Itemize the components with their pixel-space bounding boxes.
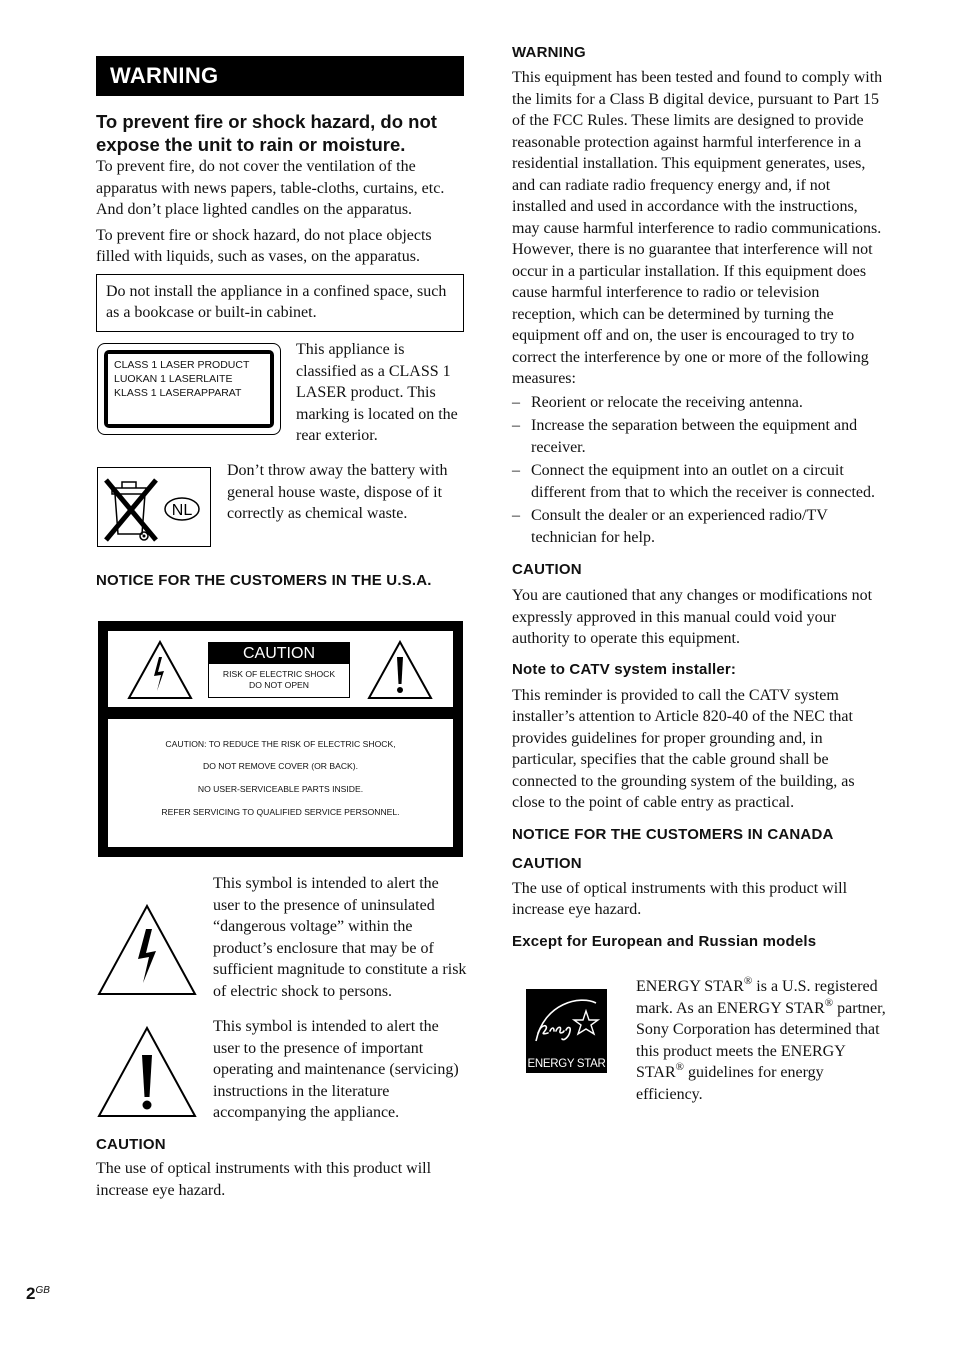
energy-text-part: is a U.S. registered mark. As an ENERGY STAR bbox=[636, 978, 878, 1017]
except-models-heading: Except for European and Russian models bbox=[512, 932, 817, 950]
caution-text: The use of optical instruments with this product will increase eye hazard. bbox=[96, 1160, 432, 1199]
canada-caution-heading: CAUTION bbox=[512, 854, 582, 872]
measures-list bbox=[512, 392, 884, 549]
electric-shock-caution-panel bbox=[98, 621, 463, 857]
list-item: – Consult the dealer or an experienced radio/TV technician for help. bbox=[512, 505, 884, 548]
list-item: – Connect the equipment into an outlet on a circuit different from that to which the receiver is connected. bbox=[512, 460, 884, 503]
battery-disposal-text: Don’t throw away the battery with general house waste, dispose of it correctly as chemical waste. bbox=[227, 462, 448, 522]
catv-heading: Note to CATV system installer: bbox=[512, 660, 737, 678]
caution-heading: CAUTION bbox=[96, 1136, 166, 1153]
laser-label-line: CLASS 1 LASER PRODUCT bbox=[114, 359, 250, 371]
fcc-text: This equipment has been tested and found to comply with the limits for a Class B digital device, pursuant to Part 15 of the FCC Rules. These limits are designed to provide reasonable protection against harmful interference in a residential installation. This equipment generates, uses, and can radiate radio frequency energy and, if not installed and used in accordance with the instructions, may cause harmful interference to radio communications. However, there is no guarantee that interference will not occur in a particular installation. If this equipment does cause harmful interference to radio or television reception, which can be determined by turning the equipment off and on, the user is encouraged to try to correct the interference by one or more of the following measures: bbox=[512, 69, 883, 387]
exclamation-symbol-text: This symbol is intended to alert the user to the presence of important operating and maintenance (servicing) instructions in the literature accompanying the appliance. bbox=[213, 1018, 459, 1121]
energy-star-text bbox=[636, 976, 886, 1105]
laser-product-label bbox=[97, 343, 281, 435]
list-item: – Increase the separation between the equipment and receiver. bbox=[512, 415, 884, 458]
risk-line: DO NOT OPEN bbox=[248, 680, 309, 690]
voltage-symbol-text: This symbol is intended to alert the user to the presence of uninsulated “dangerous voltage” within the product’s enclosure that may be of sufficient magnitude to constitute a risk of electric shock to persons. bbox=[213, 875, 467, 1000]
registered-mark: ® bbox=[824, 996, 834, 1009]
caution-label-box bbox=[208, 642, 350, 698]
caution-panel-line: DO NOT REMOVE COVER (OR BACK). bbox=[202, 761, 359, 771]
right-column bbox=[512, 44, 884, 950]
caution-panel-line: NO USER-SERVICEABLE PARTS INSIDE. bbox=[197, 784, 364, 794]
modifications-caution-text: You are cautioned that any changes or modifications not expressly approved in this manual could void your authority to operate this equipment. bbox=[512, 587, 873, 647]
registered-mark: ® bbox=[743, 975, 753, 987]
lightning-warning-icon bbox=[126, 639, 194, 701]
canada-caution-text: The use of optical instruments with this product will increase eye hazard. bbox=[512, 879, 848, 918]
liquids-paragraph: To prevent fire or shock hazard, do not place objects filled with liquids, such as vases, on the apparatus. bbox=[96, 226, 432, 265]
caution-panel-line: REFER SERVICING TO QUALIFIED SERVICE PERSONNEL. bbox=[161, 807, 400, 817]
registered-mark: ® bbox=[675, 1061, 684, 1073]
caution-word: CAUTION bbox=[209, 643, 349, 664]
laser-label-line: KLASS 1 LASERAPPARAT bbox=[114, 387, 242, 399]
risk-line: RISK OF ELECTRIC SHOCK bbox=[222, 669, 336, 679]
energy-star-logo-label: ENERGY STAR bbox=[527, 1058, 606, 1070]
laser-classification-text: This appliance is classified as a CLASS 1 LASER product. This marking is located on the rear exterior. bbox=[296, 341, 458, 444]
crossed-bin-icon bbox=[98, 468, 210, 546]
catv-text: This reminder is provided to call the CATV system installer’s attention to Article 820-40 of the NEC that provides guidelines for proper grounding and, in particular, specifies that the cable ground shall be connected to the grounding system of the building, as close to the point of cable entry as practical. bbox=[512, 686, 855, 811]
battery-disposal-symbol bbox=[97, 467, 211, 547]
exclamation-warning-icon bbox=[366, 639, 434, 701]
laser-label-line: LUOKAN 1 LASERLAITE bbox=[114, 373, 233, 385]
nl-label: NL bbox=[171, 502, 193, 519]
canada-notice-heading: NOTICE FOR THE CUSTOMERS IN CANADA bbox=[512, 825, 834, 843]
dangerous-voltage-icon bbox=[96, 903, 198, 997]
energy-star-logo bbox=[526, 989, 607, 1073]
page-number bbox=[26, 1284, 50, 1304]
page-number-value: 2 bbox=[26, 1284, 36, 1303]
energy-star-icon bbox=[530, 993, 603, 1053]
confined-space-notice: Do not install the appliance in a confined space, such as a bookcase or built-in cabinet. bbox=[96, 274, 464, 332]
ventilation-paragraph: To prevent fire, do not cover the ventilation of the apparatus with news papers, table-cloths, curtains, etc. And don’t place lighted candles on the apparatus. bbox=[96, 158, 445, 218]
left-column bbox=[96, 56, 464, 332]
warning-heading: WARNING bbox=[96, 56, 464, 96]
important-instructions-icon bbox=[96, 1025, 198, 1119]
energy-text-part: guidelines for energy efficiency. bbox=[636, 1064, 824, 1103]
usa-notice-heading: NOTICE FOR THE CUSTOMERS IN THE U.S.A. bbox=[96, 572, 432, 589]
energy-text-part: partner, Sony Corporation has determined that this product meets the ENERGY STAR bbox=[636, 999, 886, 1081]
hazard-heading: To prevent fire or shock hazard, do not expose the unit to rain or moisture. bbox=[96, 111, 437, 155]
list-item: – Reorient or relocate the receiving antenna. bbox=[512, 392, 884, 414]
page-suffix: GB bbox=[35, 1285, 50, 1296]
caution-panel-line: CAUTION: TO REDUCE THE RISK OF ELECTRIC SHOCK, bbox=[165, 739, 396, 749]
fcc-warning-heading: WARNING bbox=[512, 44, 586, 61]
modifications-caution-heading: CAUTION bbox=[512, 561, 582, 578]
energy-text-part: ENERGY STAR bbox=[636, 978, 744, 995]
